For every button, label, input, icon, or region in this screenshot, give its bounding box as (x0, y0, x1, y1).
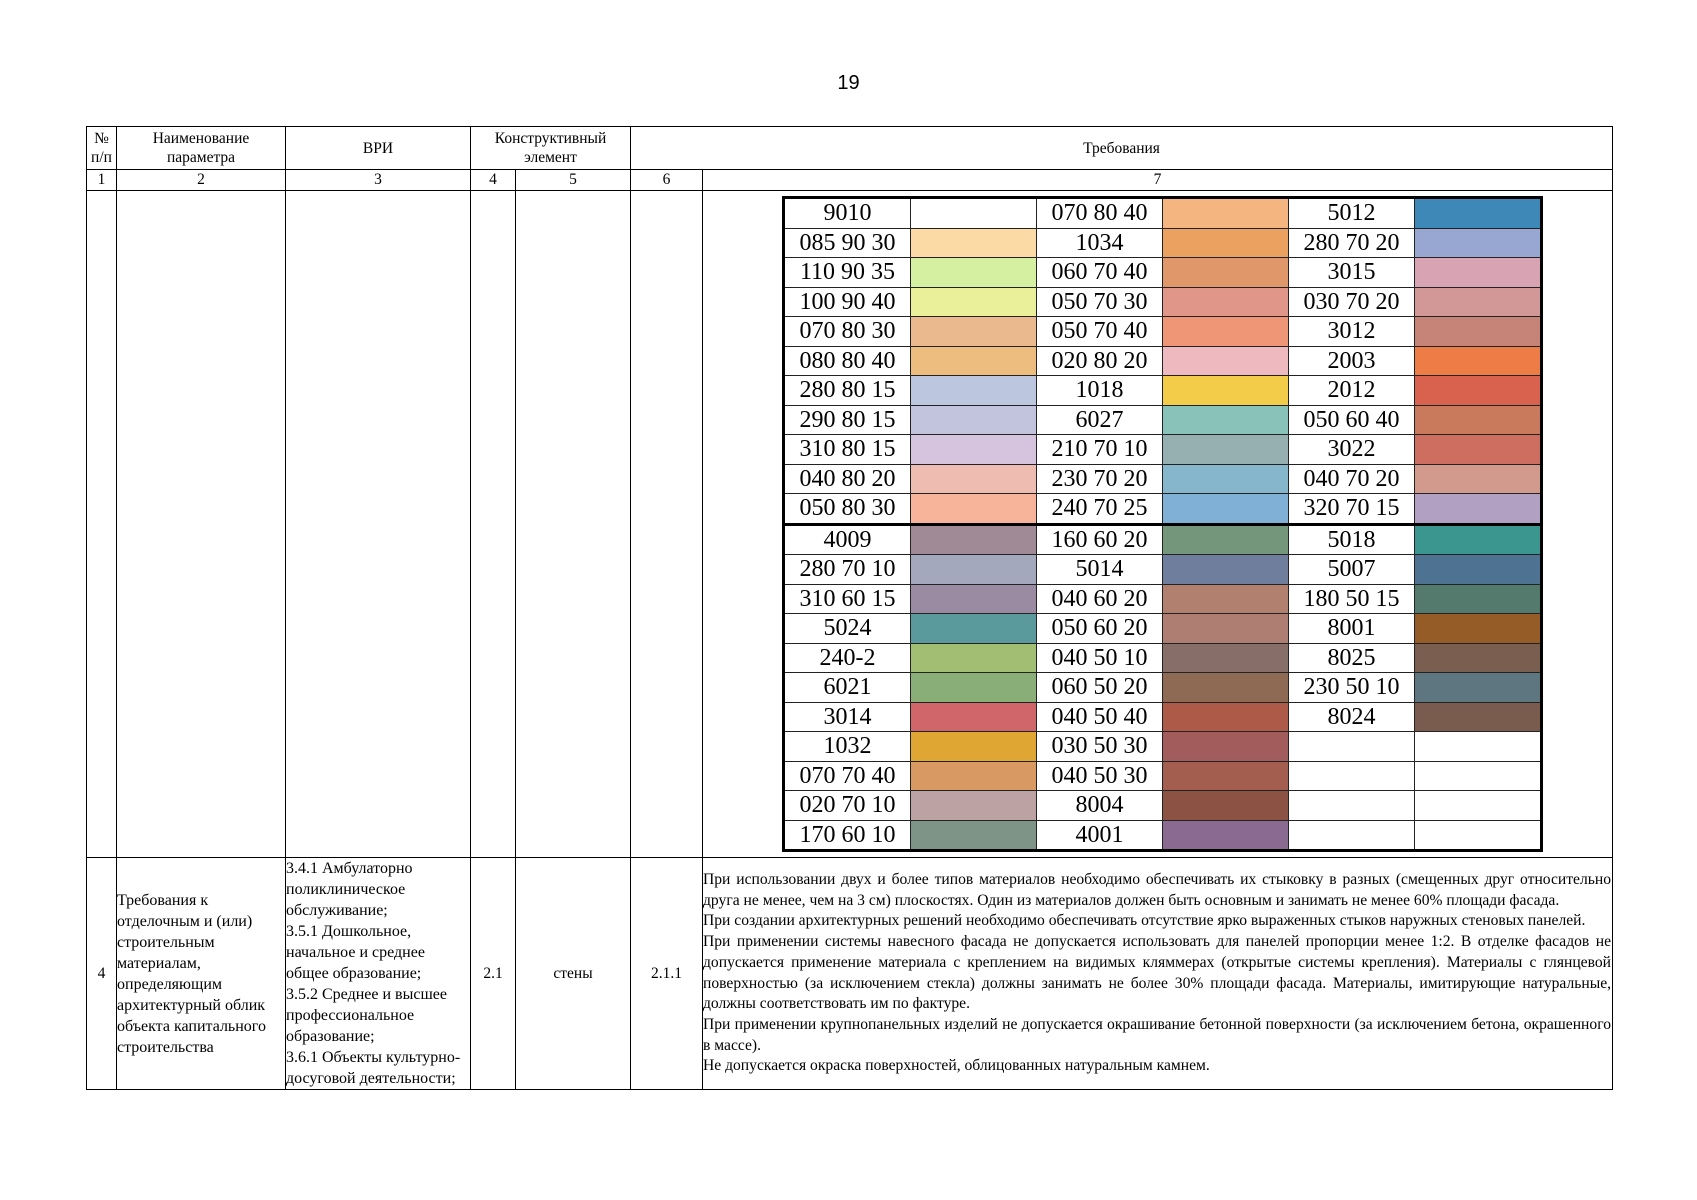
color-code: 070 70 40 (784, 761, 911, 791)
color-code: 8025 (1289, 643, 1415, 673)
color-swatch (911, 732, 1037, 762)
color-code: 240-2 (784, 643, 911, 673)
color-swatch (911, 761, 1037, 791)
color-swatch (911, 820, 1037, 851)
requirement-paragraph: При использовании двух и более типов материалов необходимо обеспечивать их стыковку в разных (смещенных друг относительно друга не менее, чем на 3 см) плоскостях. Один из материалов должен быть основным и занимать не менее 60% площади фасада. (703, 870, 1612, 909)
color-swatch (911, 643, 1037, 673)
color-swatch (1415, 258, 1542, 288)
palette-row-item (784, 258, 1542, 288)
palette-row-item (784, 494, 1542, 525)
color-swatch (1163, 791, 1289, 821)
color-swatch (1163, 376, 1289, 406)
header-num: № п/п (87, 127, 117, 170)
color-code: 040 70 20 (1289, 464, 1415, 494)
color-code: 5012 (1289, 198, 1415, 229)
color-swatch (911, 524, 1037, 555)
color-code: 020 70 10 (784, 791, 911, 821)
parameter-name: Требования к отделочным и (или) строительным материалам, определяющим архитектурный облик объекта капитального строительства (117, 858, 286, 1090)
color-palette-cell (703, 191, 1613, 858)
color-code: 230 70 20 (1037, 464, 1163, 494)
color-code: 040 50 40 (1037, 702, 1163, 732)
palette-row-item (784, 761, 1542, 791)
color-swatch (1415, 791, 1542, 821)
color-code (1289, 761, 1415, 791)
palette-row-item (784, 673, 1542, 703)
palette-row-item (784, 791, 1542, 821)
col-number: 6 (631, 170, 703, 191)
column-numbers-row (87, 170, 1613, 191)
element-subcode: 2.1.1 (631, 858, 703, 1090)
element-code: 2.1 (471, 858, 516, 1090)
row-number: 4 (87, 858, 117, 1090)
header-element: Конструктивный элемент (471, 127, 631, 170)
color-swatch (1415, 702, 1542, 732)
color-swatch (1415, 524, 1542, 555)
color-code: 8001 (1289, 614, 1415, 644)
col-number: 4 (471, 170, 516, 191)
palette-row-item (784, 614, 1542, 644)
color-swatch (1415, 464, 1542, 494)
color-swatch (1163, 287, 1289, 317)
color-swatch (1415, 228, 1542, 258)
color-code: 5024 (784, 614, 911, 644)
color-swatch (1415, 614, 1542, 644)
color-code: 050 60 40 (1289, 405, 1415, 435)
requirement-paragraph: Не допускается окраска поверхностей, облицованных натуральным камнем. (703, 1057, 1210, 1075)
color-swatch (911, 791, 1037, 821)
color-swatch (911, 435, 1037, 465)
color-code: 030 50 30 (1037, 732, 1163, 762)
color-code: 5018 (1289, 524, 1415, 555)
color-swatch (1163, 317, 1289, 347)
page-number: 19 (837, 72, 860, 94)
color-swatch (1163, 673, 1289, 703)
color-code: 320 70 15 (1289, 494, 1415, 525)
color-code: 210 70 10 (1037, 435, 1163, 465)
color-swatch (1415, 346, 1542, 376)
vri-item: 3.5.2 Среднее и высшее профессиональное образование; (286, 986, 447, 1045)
color-code: 280 70 10 (784, 555, 911, 585)
color-swatch (1163, 494, 1289, 525)
palette-row (87, 191, 1613, 858)
color-swatch (1415, 287, 1542, 317)
palette-row-item (784, 643, 1542, 673)
color-code: 9010 (784, 198, 911, 229)
color-code: 4009 (784, 524, 911, 555)
requirement-paragraph: При применении крупнопанельных изделий не допускается окрашивание бетонной поверхности (за исключением бетона, окрашенного в массе). (703, 1015, 1612, 1054)
color-swatch (911, 673, 1037, 703)
color-swatch (911, 376, 1037, 406)
color-code: 6027 (1037, 405, 1163, 435)
table-row (87, 858, 1613, 1090)
color-code: 070 80 40 (1037, 198, 1163, 229)
color-swatch (911, 287, 1037, 317)
color-code (1289, 791, 1415, 821)
color-swatch (1163, 584, 1289, 614)
requirement-paragraph: При применении системы навесного фасада не допускается использовать для панелей пропорции менее 1:2. В отделке фасадов не допускается применение материала с креплением на видимых кляммерах (открытые системы крепления). Материалы с глянцевой поверхностью (за исключением стекла) должны занимать не более 30% площади фасада. Материалы, имитирующие натуральные, должны соответствовать им по фактуре. (703, 933, 1612, 1013)
color-swatch (1415, 198, 1542, 229)
color-code: 3014 (784, 702, 911, 732)
color-swatch (1415, 673, 1542, 703)
palette-row-item (784, 435, 1542, 465)
color-code: 060 70 40 (1037, 258, 1163, 288)
col-number: 1 (87, 170, 117, 191)
palette-row-item (784, 405, 1542, 435)
palette-row-item (784, 732, 1542, 762)
color-swatch (1415, 405, 1542, 435)
color-code: 020 80 20 (1037, 346, 1163, 376)
color-swatch (1163, 643, 1289, 673)
color-code: 5007 (1289, 555, 1415, 585)
color-swatch (1415, 555, 1542, 585)
color-swatch (911, 258, 1037, 288)
color-code (1289, 820, 1415, 851)
col-number: 5 (516, 170, 631, 191)
col-number: 2 (117, 170, 286, 191)
requirements-table (86, 126, 1613, 1090)
color-code: 030 70 20 (1289, 287, 1415, 317)
color-swatch (911, 405, 1037, 435)
color-code: 170 60 10 (784, 820, 911, 851)
color-swatch (1415, 376, 1542, 406)
color-swatch (911, 464, 1037, 494)
color-swatch (1415, 761, 1542, 791)
color-palette-table (782, 196, 1543, 852)
color-code: 080 80 40 (784, 346, 911, 376)
color-code: 6021 (784, 673, 911, 703)
palette-row-item (784, 346, 1542, 376)
palette-row-item (784, 376, 1542, 406)
color-code: 040 50 30 (1037, 761, 1163, 791)
palette-row-item (784, 702, 1542, 732)
color-swatch (1163, 614, 1289, 644)
color-swatch (1163, 820, 1289, 851)
color-code: 280 70 20 (1289, 228, 1415, 258)
color-code: 3012 (1289, 317, 1415, 347)
col-number: 3 (286, 170, 471, 191)
color-code: 230 50 10 (1289, 673, 1415, 703)
color-swatch (1415, 584, 1542, 614)
color-swatch (1415, 820, 1542, 851)
color-swatch (911, 614, 1037, 644)
color-code: 5014 (1037, 555, 1163, 585)
color-swatch (1163, 702, 1289, 732)
color-swatch (911, 198, 1037, 229)
palette-row-item (784, 555, 1542, 585)
palette-row-item (784, 317, 1542, 347)
color-code: 040 50 10 (1037, 643, 1163, 673)
color-code: 290 80 15 (784, 405, 911, 435)
color-code: 070 80 30 (784, 317, 911, 347)
color-code (1289, 732, 1415, 762)
color-swatch (911, 228, 1037, 258)
color-code: 240 70 25 (1037, 494, 1163, 525)
color-code: 040 80 20 (784, 464, 911, 494)
palette-row-item (784, 464, 1542, 494)
header-vri: ВРИ (286, 127, 471, 170)
color-code: 280 80 15 (784, 376, 911, 406)
vri-item: 3.6.1 Объекты культурно-досуговой деятельности; (286, 1049, 461, 1087)
color-swatch (911, 702, 1037, 732)
palette-row-item (784, 228, 1542, 258)
color-code: 160 60 20 (1037, 524, 1163, 555)
color-swatch (1415, 494, 1542, 525)
palette-row-item (784, 820, 1542, 851)
color-swatch (1415, 643, 1542, 673)
color-swatch (1163, 435, 1289, 465)
color-code: 1032 (784, 732, 911, 762)
color-code: 110 90 35 (784, 258, 911, 288)
color-code: 1018 (1037, 376, 1163, 406)
color-code: 8004 (1037, 791, 1163, 821)
color-code: 180 50 15 (1289, 584, 1415, 614)
color-code: 2012 (1289, 376, 1415, 406)
palette-row-item (784, 584, 1542, 614)
header-requirements: Требования (631, 127, 1613, 170)
color-code: 100 90 40 (784, 287, 911, 317)
color-swatch (911, 317, 1037, 347)
color-swatch (1163, 761, 1289, 791)
palette-row-item (784, 287, 1542, 317)
color-swatch (1163, 524, 1289, 555)
vri-item: 3.5.1 Дошкольное, начальное и среднее общее образование; (286, 923, 425, 982)
color-code: 8024 (1289, 702, 1415, 732)
color-code: 310 80 15 (784, 435, 911, 465)
color-swatch (1163, 732, 1289, 762)
color-swatch (1163, 258, 1289, 288)
color-code: 040 60 20 (1037, 584, 1163, 614)
color-swatch (1415, 435, 1542, 465)
color-swatch (1163, 228, 1289, 258)
color-swatch (911, 584, 1037, 614)
color-code: 1034 (1037, 228, 1163, 258)
color-code: 4001 (1037, 820, 1163, 851)
color-code: 3015 (1289, 258, 1415, 288)
color-code: 060 50 20 (1037, 673, 1163, 703)
color-code: 310 60 15 (784, 584, 911, 614)
palette-row-item (784, 524, 1542, 555)
col-number: 7 (703, 170, 1613, 191)
color-swatch (1415, 317, 1542, 347)
element-name: стены (516, 858, 631, 1090)
color-code: 2003 (1289, 346, 1415, 376)
color-swatch (1163, 405, 1289, 435)
requirements-text (703, 858, 1613, 1090)
vri-list (286, 858, 471, 1090)
color-swatch (1163, 346, 1289, 376)
color-swatch (911, 494, 1037, 525)
color-swatch (1415, 732, 1542, 762)
color-swatch (911, 346, 1037, 376)
color-swatch (911, 555, 1037, 585)
color-code: 050 80 30 (784, 494, 911, 525)
vri-item: 3.4.1 Амбулаторно поликлиническое обслуживание; (286, 860, 413, 919)
color-code: 050 70 40 (1037, 317, 1163, 347)
color-swatch (1163, 198, 1289, 229)
palette-row-item (784, 198, 1542, 229)
color-code: 3022 (1289, 435, 1415, 465)
color-code: 085 90 30 (784, 228, 911, 258)
color-code: 050 60 20 (1037, 614, 1163, 644)
color-code: 050 70 30 (1037, 287, 1163, 317)
color-swatch (1163, 464, 1289, 494)
requirement-paragraph: При создании архитектурных решений необходимо обеспечивать отсутствие ярко выраженных стыков наружных стеновых панелей. (703, 912, 1586, 930)
color-swatch (1163, 555, 1289, 585)
table-header-row (87, 127, 1613, 170)
header-name: Наименование параметра (117, 127, 286, 170)
